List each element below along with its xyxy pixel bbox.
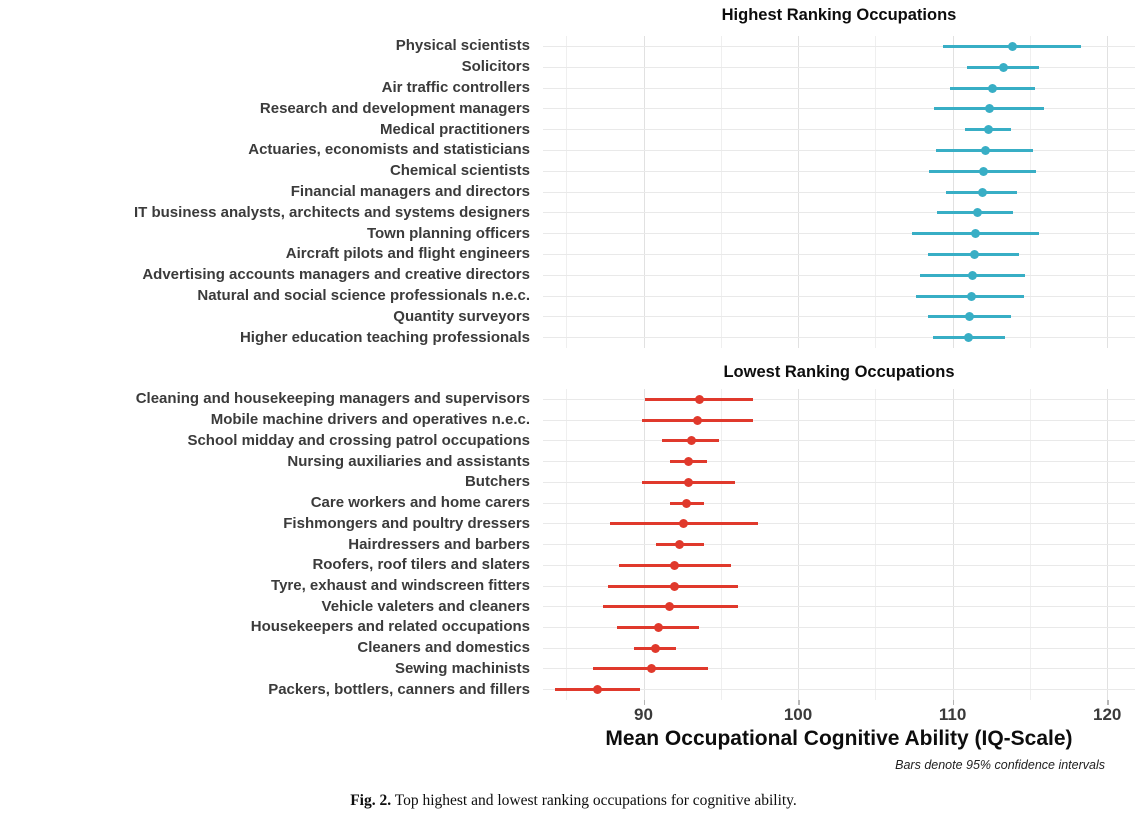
mean-dot (965, 312, 974, 321)
mean-dot (971, 229, 980, 238)
row-gridline (543, 108, 1135, 109)
occupation-label: Housekeepers and related occupations (250, 618, 530, 636)
occupation-label: Butchers (464, 473, 530, 491)
row-gridline (543, 503, 1135, 504)
occupation-label: Research and development managers (259, 99, 530, 117)
row-gridline (543, 648, 1135, 649)
occupation-label: Financial managers and directors (290, 183, 530, 200)
occupation-label: Mobile machine drivers and operatives n.e.c. (210, 411, 530, 429)
panel-title-highest: Highest Ranking Occupations (721, 6, 957, 24)
occupation-label: Tyre, exhaust and windscreen fitters (271, 577, 530, 594)
occupation-label: Care workers and home carers (310, 494, 530, 511)
occupation-label: Natural and social science professionals n.e.c. (197, 287, 530, 304)
row-gridline (543, 88, 1135, 89)
occupation-label: Solicitors (461, 58, 530, 76)
row-gridline (543, 233, 1135, 234)
mean-dot (679, 519, 688, 528)
x-tick-label: 90 (634, 705, 653, 724)
row-gridline (543, 150, 1135, 151)
occupation-label: Medical practitioners (379, 120, 530, 138)
occupation-label: Higher education teaching professionals (239, 328, 530, 346)
mean-dot (684, 457, 693, 466)
row-gridline (543, 420, 1135, 421)
mean-dot (687, 436, 696, 445)
mean-dot (964, 333, 973, 342)
mean-dot (979, 167, 988, 176)
row-gridline (543, 461, 1135, 462)
mean-dot (968, 271, 977, 280)
occupation-label: Aircraft pilots and flight engineers (285, 245, 530, 263)
mean-dot (970, 250, 979, 259)
occupation-label: IT business analysts, architects and systems designers (133, 203, 530, 221)
mean-dot (984, 125, 993, 134)
mean-dot (1008, 42, 1017, 51)
occupation-label: Nursing auxiliaries and assistants (287, 452, 530, 470)
occupation-label: Cleaners and domestics (357, 639, 530, 657)
figure-caption (0, 792, 1147, 810)
mean-dot (988, 84, 997, 93)
occupation-label: School midday and crossing patrol occupations (187, 431, 530, 449)
x-tick-label: 100 (783, 705, 813, 724)
mean-dot (647, 664, 656, 673)
row-gridline (543, 67, 1135, 68)
mean-dot (593, 685, 602, 694)
row-gridline (543, 316, 1135, 317)
row-gridline (543, 171, 1135, 172)
occupation-label: Packers, bottlers, canners and fillers (268, 680, 530, 698)
row-gridline (543, 275, 1135, 276)
x-tick-label: 120 (1093, 705, 1122, 724)
mean-dot (985, 104, 994, 113)
x-tick-label: 110 (938, 705, 967, 724)
row-gridline (543, 254, 1135, 255)
occupation-label: Cleaning and housekeeping managers and supervisors (135, 390, 530, 408)
row-gridline (543, 482, 1135, 483)
caption-label: Fig. 2. (350, 792, 392, 809)
ci-note: Bars denote 95% confidence intervals (895, 758, 1105, 772)
occupation-label: Hairdressers and barbers (348, 535, 530, 553)
occupation-label: Sewing machinists (394, 659, 530, 677)
occupation-label: Quantity surveyors (393, 307, 530, 325)
mean-dot (973, 208, 982, 217)
mean-dot (651, 644, 660, 653)
x-axis-label: Mean Occupational Cognitive Ability (IQ-Scale) (605, 727, 1073, 750)
row-gridline (543, 129, 1135, 130)
row-gridline (543, 440, 1135, 441)
mean-dot (654, 623, 663, 632)
occupation-label: Fishmongers and poultry dressers (283, 514, 530, 532)
row-gridline (543, 544, 1135, 545)
occupation-label: Air traffic controllers (381, 79, 530, 96)
occupation-label: Advertising accounts managers and creative directors (142, 266, 530, 284)
mean-dot (999, 63, 1008, 72)
mean-dot (693, 416, 702, 425)
panel-title-lowest: Lowest Ranking Occupations (723, 363, 955, 381)
mean-dot (675, 540, 684, 549)
row-gridline (543, 212, 1135, 213)
mean-dot (665, 602, 674, 611)
row-gridline (543, 337, 1135, 338)
mean-dot (967, 292, 976, 301)
mean-dot (981, 146, 990, 155)
occupation-label: Town planning officers (366, 224, 530, 242)
mean-dot (684, 478, 693, 487)
occupation-label: Roofers, roof tilers and slaters (312, 556, 530, 574)
caption-text: Top highest and lowest ranking occupations for cognitive ability. (391, 792, 797, 809)
mean-dot (682, 499, 691, 508)
row-gridline (543, 296, 1135, 297)
mean-dot (695, 395, 704, 404)
row-gridline (543, 399, 1135, 400)
mean-dot (670, 582, 679, 591)
row-gridline (543, 192, 1135, 193)
occupation-label: Vehicle valeters and cleaners (321, 597, 530, 615)
occupation-label: Actuaries, economists and statisticians (248, 141, 530, 159)
occupation-label: Chemical scientists (389, 162, 530, 180)
mean-dot (670, 561, 679, 570)
mean-dot (978, 188, 987, 197)
occupation-label: Physical scientists (395, 37, 530, 55)
